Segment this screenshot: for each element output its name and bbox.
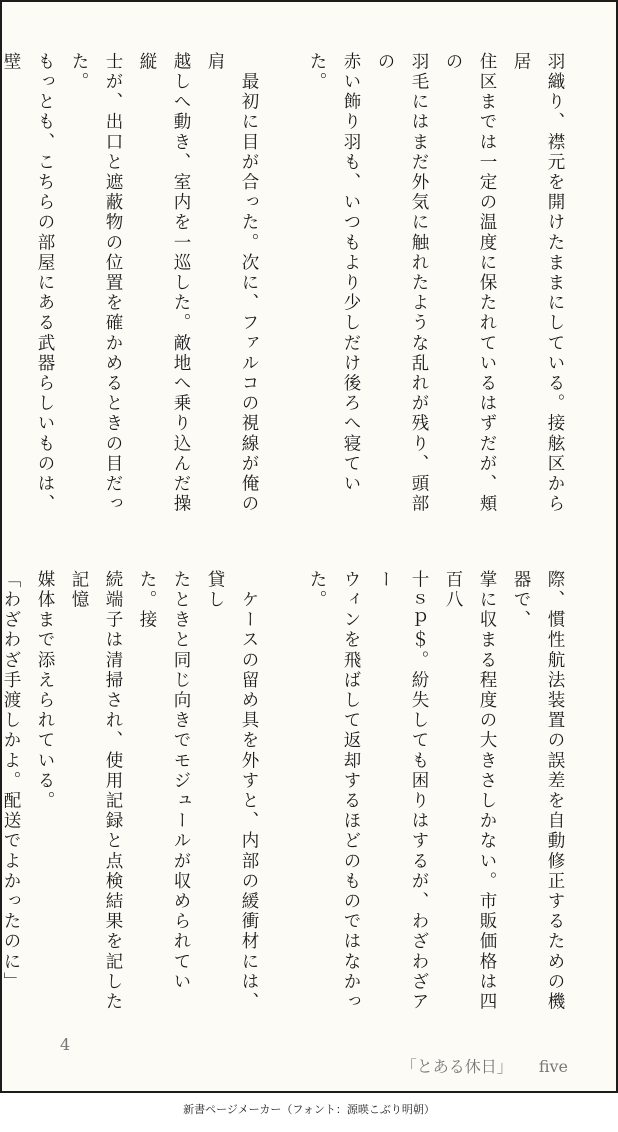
blank-line — [266, 52, 300, 522]
text-line: ケースの留め具を外すと、内部の緩衝材には、貸し — [205, 570, 259, 1013]
text-line: 羽織り、襟元を開けたままにしている。接舷区から居 — [511, 52, 565, 515]
running-title — [380, 1035, 568, 1096]
text-line: 「わざわざ手渡しかよ。配送でよかったのに」 — [1, 570, 21, 993]
text-line: 羽毛にはまだ外気に触れたような乱れが残り、頭部の — [375, 52, 429, 515]
text-line: ウィンを飛ばして返却するほどのものではなかった。 — [307, 570, 361, 1013]
blank-line — [266, 570, 300, 1030]
text-line: 越しへ動き、室内を一巡した。敵地へ乗り込んだ操縦 — [137, 52, 191, 515]
text-line: 十ｓｐ＄。紛失しても困りはするが、わざわざアー — [375, 570, 429, 1013]
text-line: 掌に収まる程度の大きさしかない。市販価格は四百八 — [443, 570, 497, 1013]
text-line: たときと同じ向きでモジュールが収められていた。接 — [137, 570, 191, 993]
text-line: もっとも、こちらの部屋にある武器らしいものは、壁 — [1, 52, 55, 515]
text-block-top — [1, 52, 572, 522]
running-title-text: 「とある休日」 — [400, 1057, 513, 1076]
credit-line: 新書ページメーカー（フォント：源暎こぶり明朝） — [183, 1103, 435, 1116]
text-line: 際、慣性航法装置の誤差を自動修正するための機器で、 — [511, 570, 565, 1013]
text-line: 最初に目が合った。次に、ファルコの視線が俺の肩 — [205, 52, 259, 515]
series-name: five — [538, 1057, 568, 1076]
text-line: 士が、出口と遮蔽物の位置を確かめるときの目だった。 — [69, 52, 123, 515]
text-line: 続端子は清掃され、使用記録と点検結果を記した記憶 — [69, 570, 123, 1013]
text-line: 赤い飾り羽も、いつもより少しだけ後ろへ寝ていた。 — [307, 52, 361, 495]
text-block-bottom — [1, 570, 572, 1030]
page-number: 4 — [60, 1035, 71, 1054]
text-line: 媒体まで添えられている。 — [35, 570, 55, 812]
text-line: 住区までは一定の温度に保たれているはずだが、頬の — [443, 52, 497, 515]
